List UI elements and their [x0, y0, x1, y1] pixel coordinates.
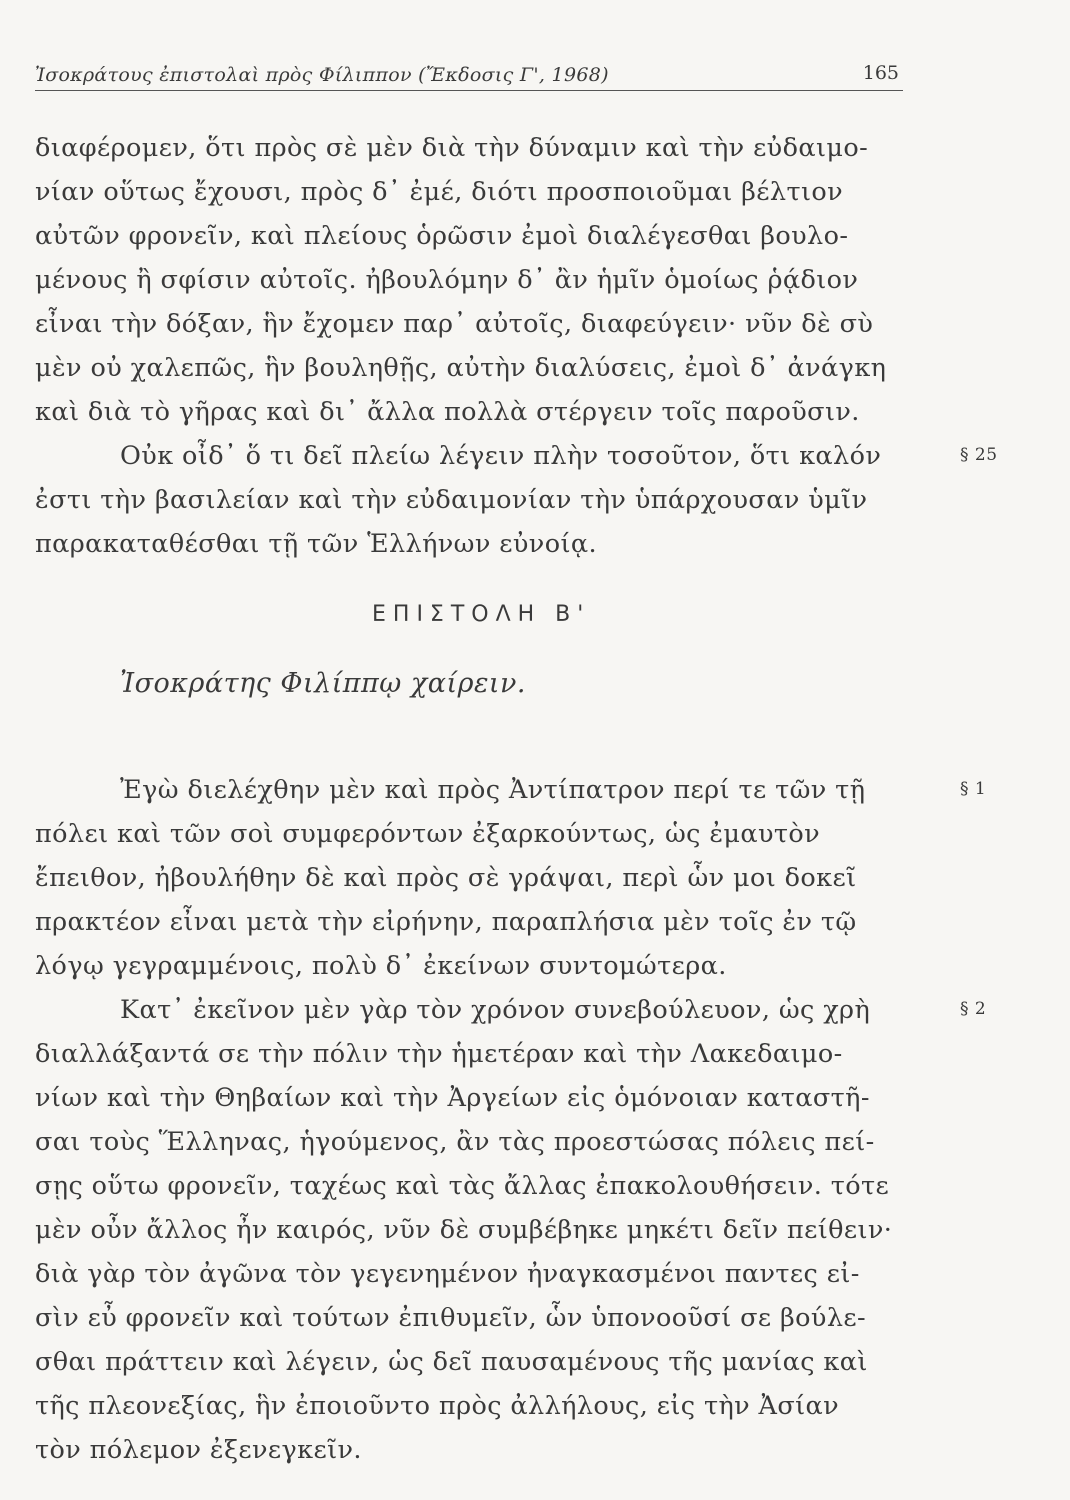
text-line: μὲν οὖν ἄλλος ἦν καιρός, νῦν δὲ συμβέβηκε μηκέτι δεῖν πείθειν· [35, 1215, 893, 1245]
section-marker-25: § 25 [960, 445, 998, 465]
text-line: Κατ᾽ ἐκεῖνον μὲν γὰρ τὸν χρόνον συνεβούλευον, ὡς χρὴ [120, 995, 871, 1025]
text-line: σαι τοὺς Ἕλληνας, ἡγούμενος, ἂν τὰς προεστώσας πόλεις πεί- [35, 1127, 875, 1157]
text-line: νίαν οὕτως ἔχουσι, πρὸς δ᾽ ἐμέ, διότι προσποιοῦμαι βέλτιον [35, 177, 844, 207]
text-line: αὐτῶν φρονεῖν, καὶ πλείους ὁρῶσιν ἐμοὶ διαλέγεσθαι βουλο- [35, 221, 849, 251]
text-line: νίων καὶ τὴν Θηβαίων καὶ τὴν Ἀργείων εἰς ὁμόνοιαν καταστῆ- [35, 1083, 870, 1113]
text-line: παρακαταθέσθαι τῇ τῶν Ἑλλήνων εὐνοίᾳ. [35, 529, 597, 559]
running-header [35, 56, 903, 91]
text-line: ἔπειθον, ἠβουλήθην δὲ καὶ πρὸς σὲ γράψαι, περὶ ὧν μοι δοκεῖ [35, 863, 857, 893]
section-marker-2: § 2 [960, 999, 987, 1019]
text-line: ἐστι τὴν βασιλείαν καὶ τὴν εὐδαιμονίαν τὴν ὑπάρχουσαν ὑμῖν [35, 485, 868, 515]
text-line: σθαι πράττειν καὶ λέγειν, ὡς δεῖ παυσαμένους τῆς μανίας καὶ [35, 1347, 868, 1377]
text-line: Οὐκ οἶδ᾽ ὅ τι δεῖ πλείω λέγειν πλὴν τοσοῦτον, ὅτι καλόν [120, 441, 882, 471]
section-marker-1: § 1 [960, 779, 987, 799]
text-line: Ἐγὼ διελέχθην μὲν καὶ πρὸς Ἀντίπατρον περί τε τῶν τῇ [120, 775, 866, 805]
text-line: τὸν πόλεμον ἐξενεγκεῖν. [35, 1435, 362, 1465]
text-line: μένους ἢ σφίσιν αὐτοῖς. ἠβουλόμην δ᾽ ἂν ἡμῖν ὁμοίως ῥᾴδιον [35, 265, 859, 295]
text-line: διὰ γὰρ τὸν ἀγῶνα τὸν γεγενημένον ἠναγκασμένοι παντες εἰ- [35, 1259, 860, 1289]
text-line: διαφέρομεν, ὅτι πρὸς σὲ μὲν διὰ τὴν δύναμιν καὶ τὴν εὐδαιμο- [35, 133, 869, 163]
text-line: λόγῳ γεγραμμένοις, πολὺ δ᾽ ἐκείνων συντομώτερα. [35, 951, 727, 981]
text-line: καὶ διὰ τὸ γῆρας καὶ δι᾽ ἄλλα πολλὰ στέργειν τοῖς παροῦσιν. [35, 397, 860, 427]
letter-heading: ΕΠΙΣΤΟΛΗ Β' [372, 602, 591, 627]
text-line: εἶναι τὴν δόξαν, ἣν ἔχομεν παρ᾽ αὐτοῖς, διαφεύγειν· νῦν δὲ σὺ [35, 309, 874, 339]
text-line: σῃς οὕτω φρονεῖν, ταχέως καὶ τὰς ἄλλας ἐπακολουθήσειν. τότε [35, 1171, 890, 1201]
text-line: σὶν εὖ φρονεῖν καὶ τούτων ἐπιθυμεῖν, ὧν ὑπονοοῦσί σε βούλε- [35, 1303, 867, 1333]
running-title: Ἰσοκράτους ἐπιστολαὶ πρὸς Φίλιππον (Ἔκδοσις Γ', 1968) [35, 64, 609, 86]
page-number: 165 [862, 62, 899, 84]
text-line: διαλλάξαντά σε τὴν πόλιν τὴν ἡμετέραν καὶ τὴν Λακεδαιμο- [35, 1039, 843, 1069]
text-line: πόλει καὶ τῶν σοὶ συμφερόντων ἐξαρκούντως, ὡς ἐμαυτὸν [35, 819, 821, 849]
text-line: πρακτέον εἶναι μετὰ τὴν εἰρήνην, παραπλήσια μὲν τοῖς ἐν τῷ [35, 907, 857, 937]
salutation: Ἰσοκράτης Φιλίππῳ χαίρειν. [120, 668, 527, 699]
text-line: μὲν οὐ χαλεπῶς, ἣν βουληθῇς, αὐτὴν διαλύσεις, ἐμοὶ δ᾽ ἀνάγκη [35, 353, 887, 383]
text-line: τῆς πλεονεξίας, ἣν ἐποιοῦντο πρὸς ἀλλήλους, εἰς τὴν Ἀσίαν [35, 1391, 840, 1421]
